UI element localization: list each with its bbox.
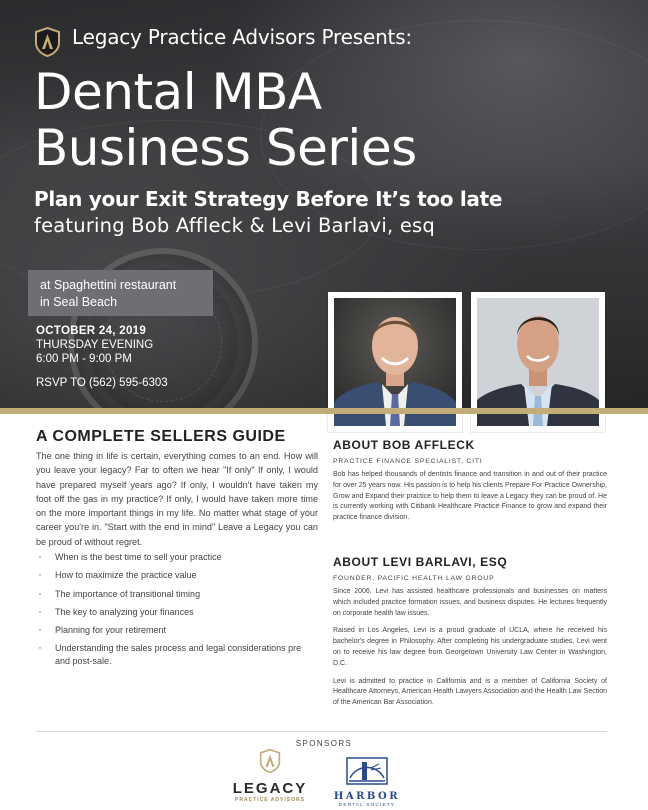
presents-heading: Legacy Practice Advisors Presents: [72, 25, 412, 49]
title-line: Business Series [34, 119, 417, 177]
title-line: Dental MBA [34, 63, 322, 121]
venue-box [28, 270, 213, 316]
legacy-shield-icon [259, 748, 281, 774]
list-item: · How to maximize the practice value [36, 569, 318, 582]
event-date: OCTOBER 24, 2019 [36, 325, 147, 337]
levi-bio-section [333, 555, 607, 709]
legacy-logo-subtext: PRACTICE ADVISORS [235, 797, 305, 803]
bob-bio-section [333, 438, 607, 524]
lighthouse-bridge-icon [345, 756, 389, 786]
levi-bio-paragraph: Levi is admitted to practice in California and is a member of California Society of Healthcare Attorneys, American Health Lawyers Association and the Health Law Section of the American Bar Association. [333, 677, 607, 707]
list-item: · Understanding the sales process and legal considerations pre and post-sale. [36, 642, 318, 668]
levi-bio-paragraph: Raised in Los Angeles, Levi is a proud graduate of UCLA, where he received his bachelor's degree in Philosophy. After completing his undergraduate studies, Levi went on to receive his law degree from Georgetown University Law Center in Washington, D.C. [333, 627, 607, 667]
rsvp-phone: RSVP TO (562) 595-6303 [36, 377, 168, 389]
venue-line: at Spaghettini restaurant [40, 278, 177, 292]
bob-bio: Bob has helped thousands of dentists finance and transition in and out of their practice for over 25 years now. His passion is to help his clients Prepare For Practice Ownership, Grow and Expand their practice to help them to leave a Legacy they can be proud of. He is currently working with Citibank Healthcare Practice Finance to grow and expand their practice finance division. [333, 471, 607, 522]
event-day: THURSDAY EVENING [36, 339, 154, 351]
portrait-image [477, 298, 599, 426]
portrait-image [334, 298, 456, 426]
legacy-logo-text: LEGACY [232, 780, 308, 797]
harbor-logo-subtext: DENTAL SOCIETY [338, 802, 396, 807]
harbor-logo-text: HARBOR [333, 791, 401, 802]
list-item: · When is the best time to sell your practice [36, 551, 318, 564]
featuring-line: featuring Bob Affleck & Levi Barlavi, esq [34, 214, 435, 237]
guide-bullet-list [36, 551, 318, 674]
legacy-sponsor-logo [228, 748, 312, 806]
levi-bio-paragraph: Since 2006, Levi has assisted healthcare professionals and businesses on matters which included practice formation issues, and business disputes. He lectures frequently on corporate health law issues. [333, 588, 607, 617]
venue-line: in Seal Beach [40, 295, 118, 309]
bob-role: PRACTICE FINANCE SPECIALIST, CITI [333, 458, 483, 465]
guide-body: The one thing in life is certain, everything comes to an end. How will you leave your legacy? Far to often we hear "If only" If only, I would have prepared myself years ago? If only, I wouldn't have taken my foot off the gas in my practice? If only, I would have taken more time on the more important things in my life. No matter what stage of your career you're in. "Start with the end in mind" Leave a Legacy you can be proud of without regret. [36, 451, 318, 547]
sponsors-label: SPONSORS [295, 739, 353, 748]
legacy-shield-icon [34, 27, 61, 57]
event-time: 6:00 PM - 9:00 PM [36, 353, 132, 365]
levi-role: FOUNDER, PACIFIC HEALTH LAW GROUP [333, 575, 495, 582]
list-item: · The key to analyzing your finances [36, 606, 318, 619]
list-item: · Planning for your retirement [36, 624, 318, 637]
page-title [34, 64, 634, 176]
subtitle: Plan your Exit Strategy Before It’s too late [34, 187, 503, 211]
sponsor-divider [36, 731, 607, 732]
list-item: · The importance of transitional timing [36, 588, 318, 601]
harbor-sponsor-logo [327, 756, 407, 808]
gold-divider [0, 408, 648, 414]
event-details [36, 324, 168, 390]
bob-heading: ABOUT BOB AFFLECK [333, 438, 475, 452]
levi-heading: ABOUT LEVI BARLAVI, ESQ [333, 555, 508, 569]
guide-heading: A COMPLETE SELLERS GUIDE [36, 428, 286, 445]
